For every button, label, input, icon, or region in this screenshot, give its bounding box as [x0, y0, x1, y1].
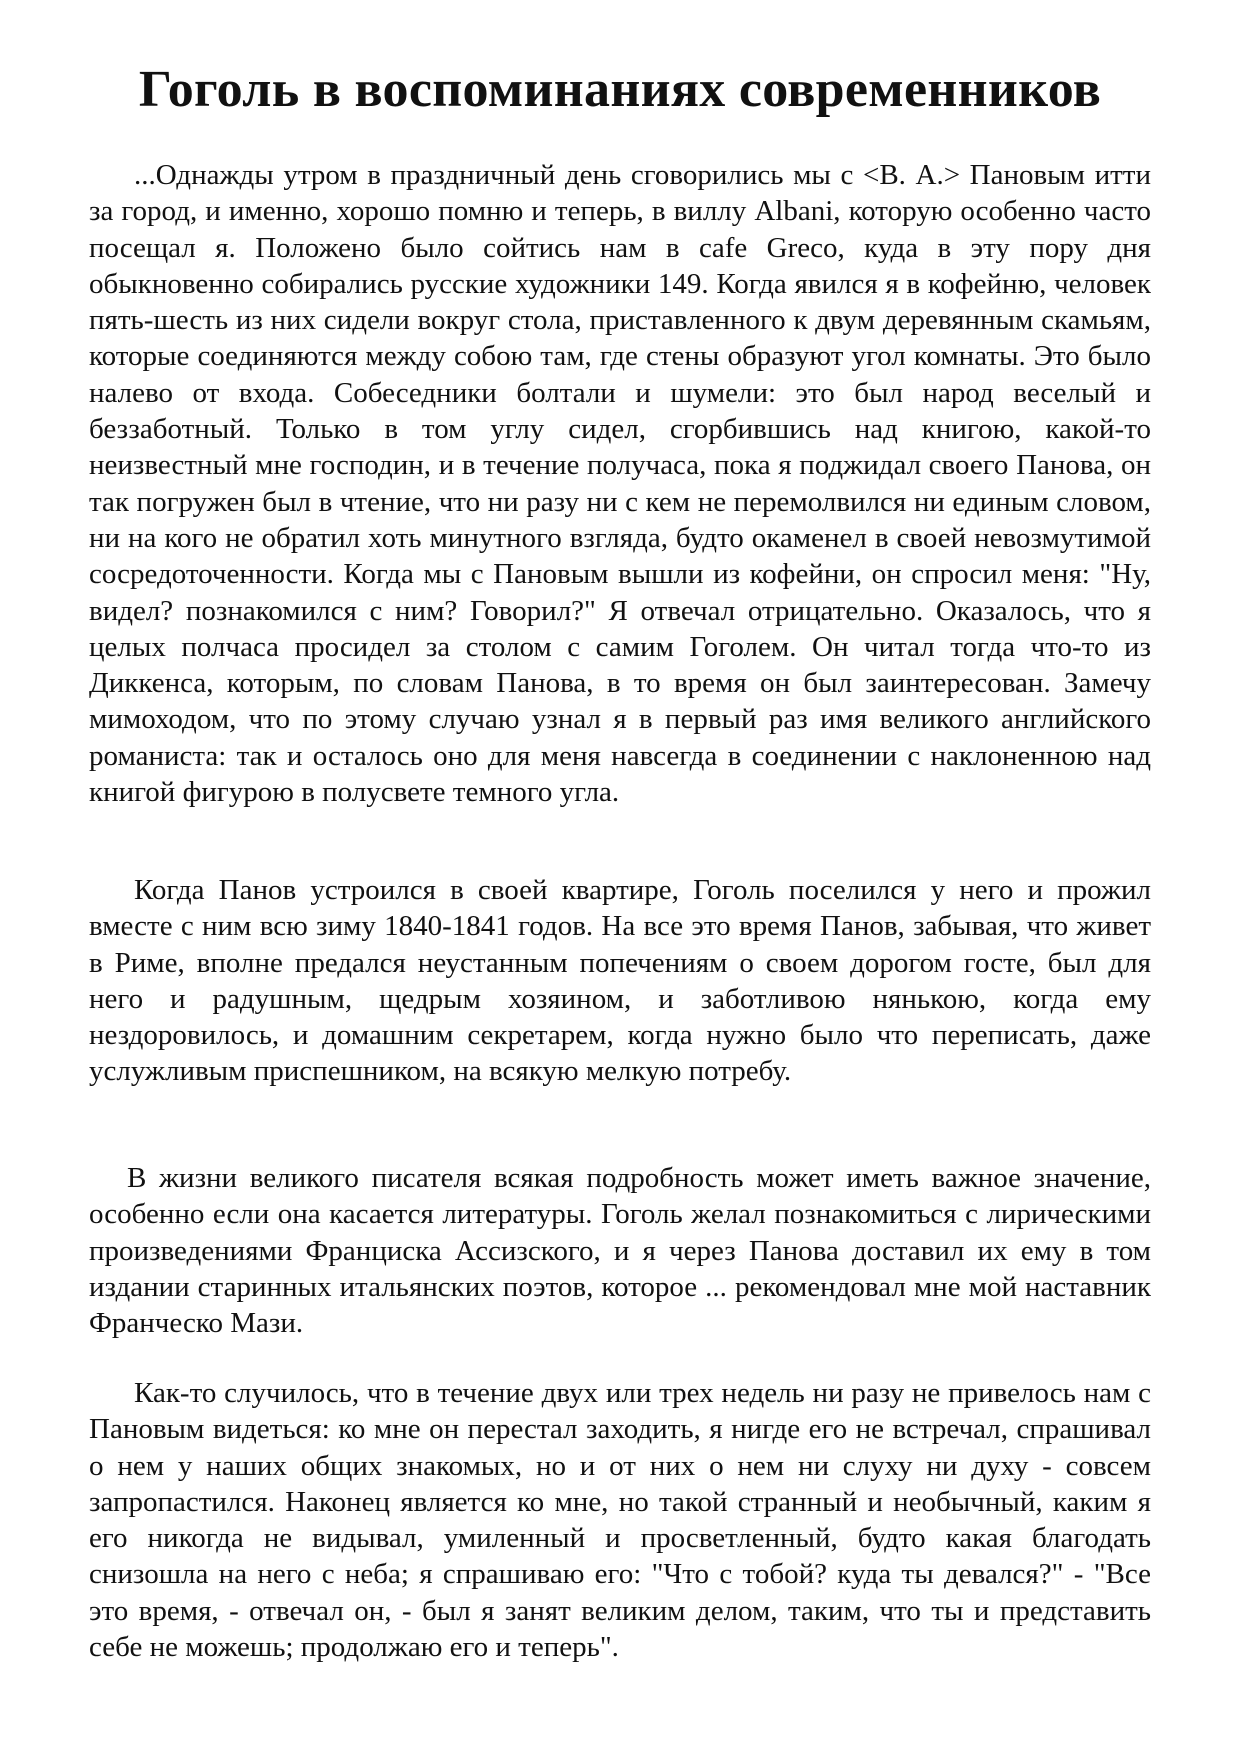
paragraph-cafe-greco: ...Однажды утром в праздничный день сговорились мы с <В. А.> Пановым итти за город, и именно, хорошо помню и теперь, в виллу Albani, которую особенно часто посещал я. Положено было сойтись нам в cafe Greco, куда в эту пору дня обыкновенно собирались русские художники 149. Когда явился я в кофейню, человек пять-шесть из них сидели вокруг стола, приставленного к двум деревянным скамьям, которые соединяются между собою там, где стены образуют угол комнаты. Это было налево от входа. Собеседники болтали и шумели: это был народ веселый и беззаботный. Только в том углу сидел, сгорбившись над книгою, какой-то неизвестный мне господин, и в течение получаса, пока я поджидал своего Панова, он так погружен был в чтение, что ни разу ни с кем не перемолвился ни единым словом, ни на кого не обратил хоть минутного взгляда, будто окаменел в своей невозмутимой сосредоточенности. Когда мы с Пановым вышли из кофейни, он спросил меня: "Ну, видел? познакомился с ним? Говорил?" Я отвечал отрицательно. Оказалось, что я целых полчаса просидел за столом с самим Гоголем. Он читал тогда что-то из Диккенса, которым, по словам Панова, в то время он был заинтересован. Замечу мимоходом, что по этому случаю узнал я в первый раз имя великого английского романиста: так и осталось оно для меня навсегда в соединении с наклоненною над книгой фигурою в полусвете темного угла. [89, 159, 1151, 809]
page-title: Гоголь в воспоминаниях современников [138, 61, 1102, 118]
paragraph-francis-of-assisi: В жизни великого писателя всякая подробность может иметь важное значение, особенно если она касается литературы. Гоголь желал познакомиться с лирическими произведениями Франциска Ассизского, и я через Панова доставил их ему в том издании старинных итальянских поэтов, которое ... рекомендовал мне мой наставник Франческо Мази. [89, 1162, 1151, 1340]
paragraph-panov-apartment: Когда Панов устроился в своей квартире, Гоголь поселился у него и прожил вместе с ним всю зиму 1840-1841 годов. На все это время Панов, забывая, что живет в Риме, вполне предался неустанным попечениям о своем дорогом госте, был для него и радушным, щедрым хозяином, и заботливою нянькою, когда ему нездоровилось, и домашним секретарем, когда нужно было что переписать, даже услужливым приспешником, на всякую мелкую потребу. [89, 874, 1151, 1088]
paragraph-great-deed: Как-то случилось, что в течение двух или трех недель ни разу не привелось нам с Пановым видеться: ко мне он перестал заходить, я нигде его не встречал, спрашивал о нем у наших общих знакомых, но и от них о нем ни слуху ни духу - совсем запропастился. Наконец является ко мне, но такой странный и необычный, каким я его никогда не видывал, умиленный и просветленный, будто какая благодать снизошла на него с неба; я спрашиваю его: "Что с тобой? куда ты девался?" - "Все это время, - отвечал он, - был я занят великим делом, таким, что ты и представить себе не можешь; продолжаю его и теперь". [89, 1377, 1151, 1664]
